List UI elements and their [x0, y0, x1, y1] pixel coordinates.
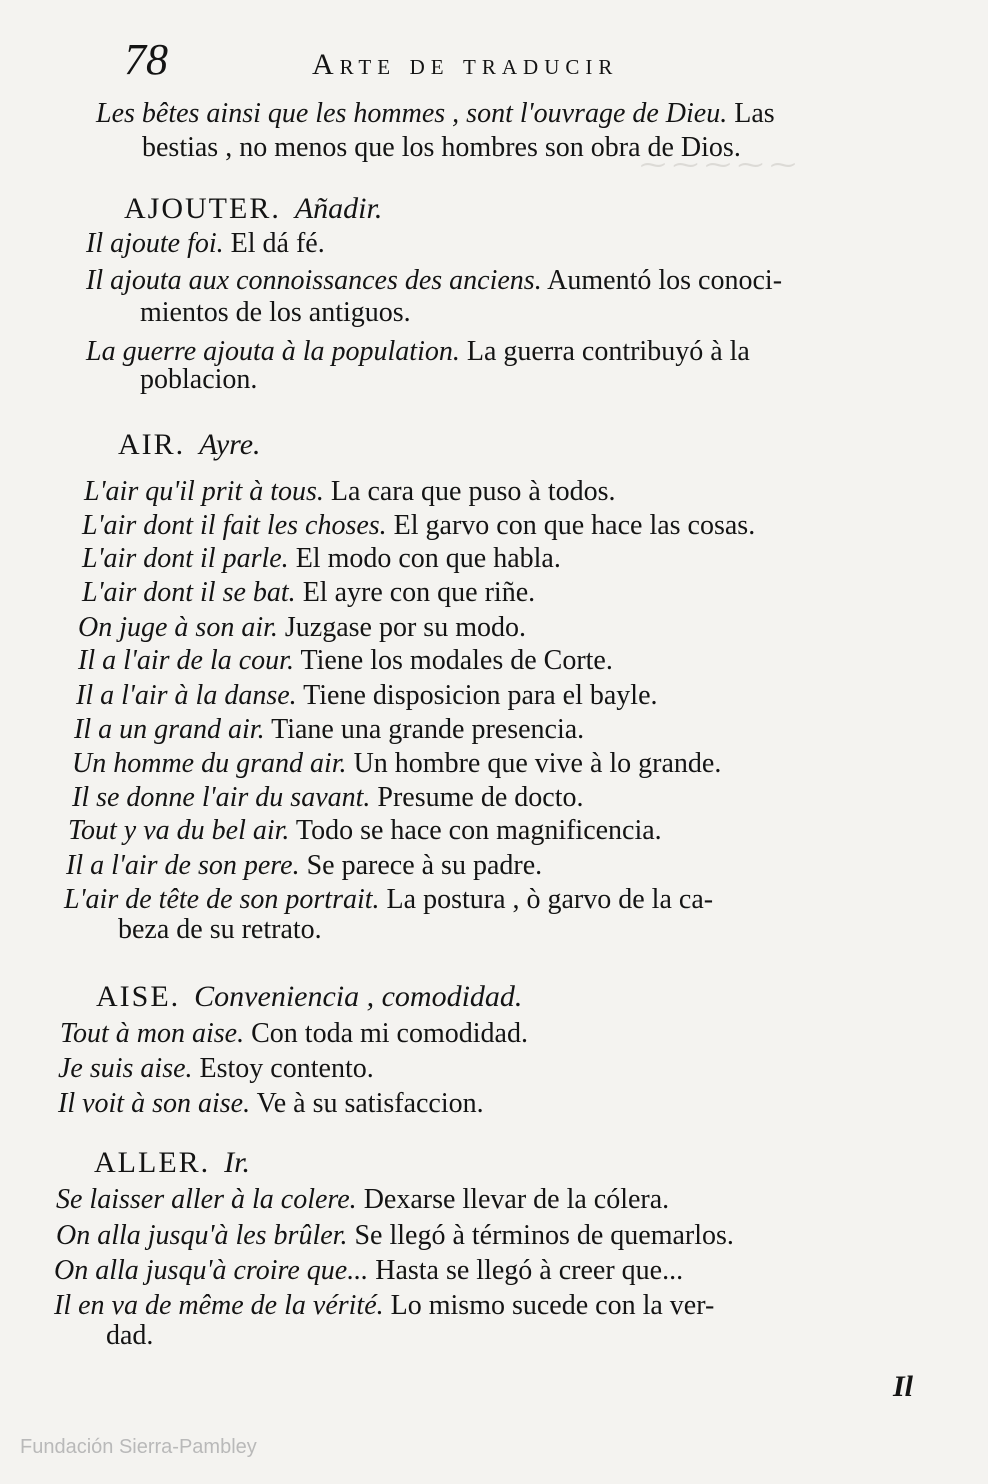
spanish-translation: El dá fé. [230, 228, 325, 259]
spanish-translation: Ve à su satisfaccion. [256, 1088, 484, 1119]
entry-line [76, 680, 658, 712]
headword-aise [96, 980, 522, 1014]
spanish-translation: mientos de los antiguos. [140, 297, 411, 328]
catchword: Il [893, 1370, 914, 1403]
spanish-translation: Con toda mi comodidad. [251, 1018, 528, 1049]
entry-line [56, 1184, 669, 1216]
french-phrase: On alla jusqu'à les brûler. [56, 1220, 348, 1251]
french-phrase: L'air dont il fait les choses. [82, 510, 387, 541]
french-phrase: Se laisser aller à la colere. [56, 1184, 357, 1215]
spanish-translation: Hasta se llegó à creer que... [375, 1255, 684, 1286]
french-phrase: L'air dont il parle. [82, 543, 289, 574]
spanish-translation: La cara que puso à todos. [330, 476, 616, 507]
french-phrase: Il a un grand air. [74, 714, 265, 745]
french-phrase: Il a l'air de la cour. [78, 645, 294, 676]
french-phrase: La guerre ajouta à la population. [86, 336, 460, 367]
spanish-translation: Tiene disposicion para el bayle. [303, 680, 658, 711]
french-phrase: L'air qu'il prit à tous. [84, 476, 324, 507]
headword-term: AIR. [118, 428, 186, 461]
spanish-translation: Presume de docto. [377, 782, 584, 813]
entry-continuation [140, 297, 411, 329]
spanish-translation: El garvo con que hace las cosas. [393, 510, 756, 541]
page-header [124, 34, 844, 90]
spanish-translation: El ayre con que riñe. [302, 577, 536, 608]
spanish-translation: Un hombre que vive à lo grande. [353, 748, 722, 779]
spanish-translation: Se parece à su padre. [306, 850, 543, 881]
spanish-translation: Tiane una grande presencia. [271, 714, 585, 745]
entry-line [58, 1053, 374, 1085]
headword-translation: Añadir. [294, 192, 383, 225]
headword-term: AISE. [96, 980, 181, 1013]
entry-line [78, 645, 613, 677]
entry-continuation [140, 364, 257, 396]
entry-line [72, 782, 583, 814]
headword-ajouter [124, 192, 382, 226]
french-phrase: Il a l'air à la danse. [76, 680, 297, 711]
spanish-translation: Tiene los modales de Corte. [300, 645, 613, 676]
intro-line-1 [96, 98, 775, 130]
entry-line [74, 714, 584, 746]
french-phrase: Les bêtes ainsi que les hommes , sont l'ouvrage de Dieu. [96, 98, 728, 129]
entry-line [54, 1255, 683, 1287]
entry-line [56, 1220, 734, 1252]
entry-line [72, 748, 721, 780]
spanish-translation: bestias , no menos que los hombres son obra de Dios. [142, 132, 741, 163]
spanish-translation: beza de su retrato. [118, 914, 322, 945]
intro-line-2 [142, 132, 741, 164]
headword-term: AJOUTER. [124, 192, 281, 225]
french-phrase: Il ajoute foi. [86, 228, 224, 259]
entry-line [54, 1290, 714, 1322]
page-number: 78 [124, 35, 168, 84]
spanish-translation: poblacion. [140, 364, 258, 395]
spanish-translation: Todo se hace con magnificencia. [295, 815, 662, 846]
spanish-translation: Juzgase por su modo. [284, 612, 526, 643]
entry-line [64, 884, 713, 916]
spanish-translation: Dexarse llevar de la cólera. [363, 1184, 670, 1215]
bleed-through-texture: ⁓ ⁓ ⁓ ⁓ ⁓ [640, 150, 796, 179]
headword-air [118, 428, 261, 462]
french-phrase: On alla jusqu'à croire que... [54, 1255, 369, 1286]
headword-translation: Ir. [224, 1146, 250, 1179]
french-phrase: Il a l'air de son pere. [66, 850, 300, 881]
french-phrase: L'air de tête de son portrait. [64, 884, 380, 915]
headword-translation: Ayre. [199, 428, 261, 461]
spanish-translation: Lo mismo sucede con la ver- [390, 1290, 715, 1321]
entry-line [82, 577, 535, 609]
entry-line [60, 1018, 528, 1050]
french-phrase: Il en va de même de la vérité. [54, 1290, 384, 1321]
spanish-translation: El modo con que habla. [295, 543, 561, 574]
french-phrase: Tout y va du bel air. [68, 815, 290, 846]
french-phrase: Il voit à son aise. [58, 1088, 251, 1119]
spanish-translation: Aumentó los conoci- [547, 265, 783, 296]
entry-continuation [106, 1320, 153, 1352]
entry-line [66, 850, 542, 882]
entry-line [86, 228, 325, 260]
french-phrase: L'air dont il se bat. [82, 577, 296, 608]
spanish-translation: La postura , ò garvo de la ca- [386, 884, 714, 915]
headword-aller [94, 1146, 250, 1180]
headword-translation: Conveniencia , comodidad. [194, 980, 523, 1013]
french-phrase: Un homme du grand air. [72, 748, 347, 779]
french-phrase: Il ajouta aux connoissances des anciens. [86, 265, 542, 296]
spanish-translation: La guerra contribuyó à la [466, 336, 750, 367]
entry-line [84, 476, 616, 508]
french-phrase: Je suis aise. [58, 1053, 193, 1084]
french-phrase: Tout à mon aise. [60, 1018, 245, 1049]
spanish-translation: dad. [106, 1320, 154, 1351]
archive-watermark: Fundación Sierra-Pambley [20, 1436, 257, 1458]
entry-line [82, 510, 755, 542]
entry-line [78, 612, 526, 644]
french-phrase: Il se donne l'air du savant. [72, 782, 371, 813]
entry-line [68, 815, 662, 847]
running-head: Arte de traducir [312, 48, 619, 81]
french-phrase: On juge à son air. [78, 612, 278, 643]
spanish-translation: Se llegó à términos de quemarlos. [354, 1220, 734, 1251]
entry-line [82, 543, 561, 575]
entry-line [58, 1088, 484, 1120]
spanish-translation: Las [734, 98, 775, 129]
headword-term: ALLER. [94, 1146, 211, 1179]
spanish-translation: Estoy contento. [199, 1053, 374, 1084]
entry-continuation [118, 914, 322, 946]
entry-line [86, 265, 782, 297]
